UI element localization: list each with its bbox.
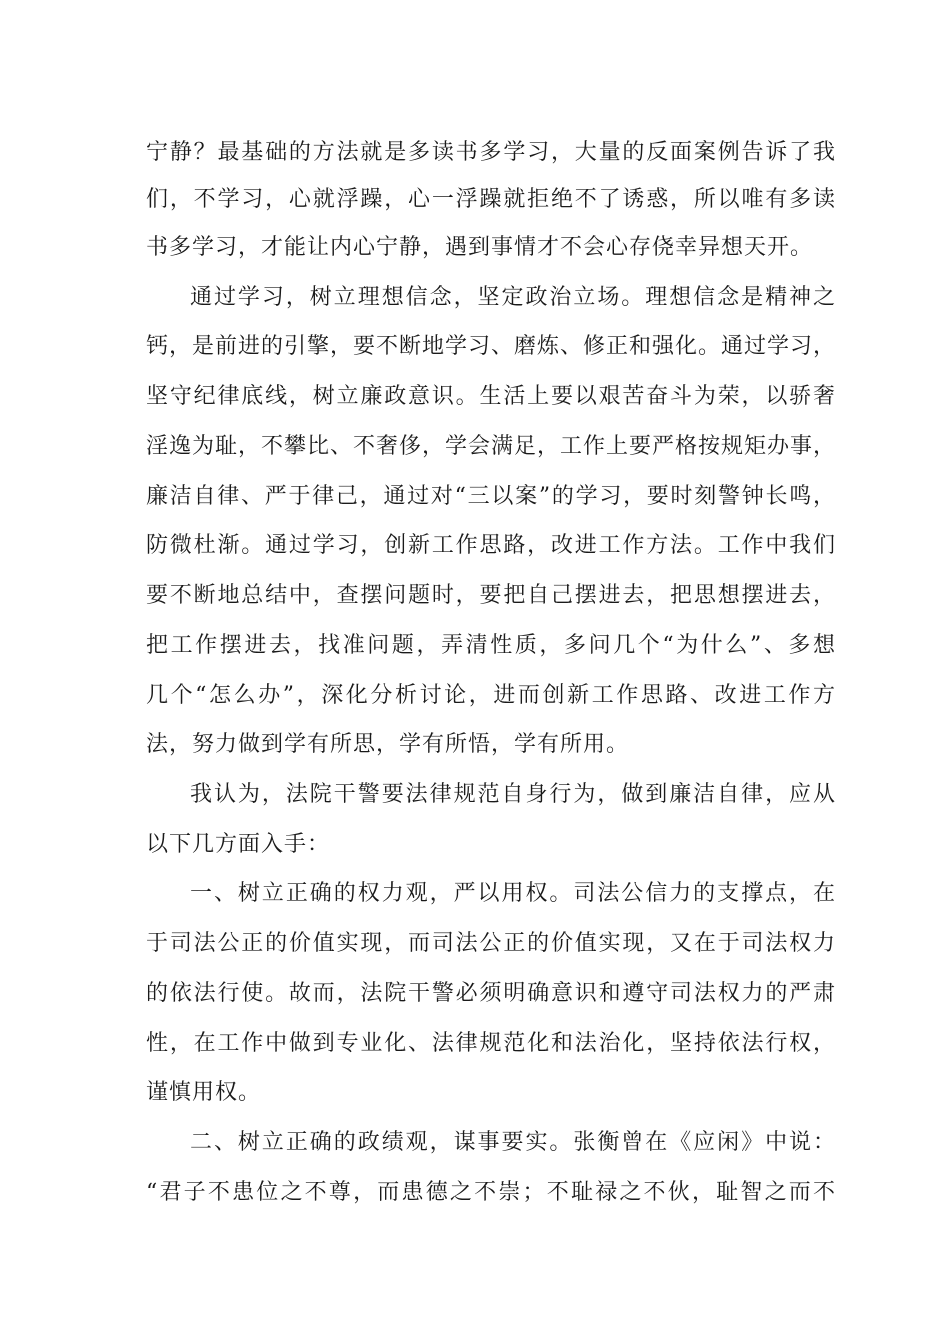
paragraph-first-line: 二、树立正确的政绩观，谋事要实。张衡曾在《应闲》中说： xyxy=(190,1130,836,1155)
paragraph-first-line: 通过学习，树立理想信念，坚定政治立场。理想信念是精神之 xyxy=(190,285,836,310)
text-line: 书多学习，才能让内心宁静，遇到事情才不会心存侥幸异想天开。 xyxy=(146,235,814,260)
text-line: 几个“怎么办”，深化分析讨论，进而创新工作思路、改进工作方 xyxy=(146,683,836,708)
text-line: 们，不学习，心就浮躁，心一浮躁就拒绝不了诱惑，所以唯有多读 xyxy=(146,187,836,212)
text-line: 谨慎用权。 xyxy=(146,1080,262,1105)
paragraph-first-line: 一、树立正确的权力观，严以用权。司法公信力的支撑点，在 xyxy=(190,881,836,906)
text-line: 性，在工作中做到专业化、法律规范化和法治化，坚持依法行权， xyxy=(146,1031,836,1056)
text-line: “君子不患位之不尊，而患德之不崇；不耻禄之不伙，耻智之而不 xyxy=(146,1180,836,1205)
text-line: 把工作摆进去，找准问题，弄清性质，多问几个“为什么”、多想 xyxy=(146,633,836,658)
text-line: 防微杜渐。通过学习，创新工作思路，改进工作方法。工作中我们 xyxy=(146,533,836,558)
text-line: 于司法公正的价值实现，而司法公正的价值实现，又在于司法权力 xyxy=(146,931,836,956)
text-line: 宁静？最基础的方法就是多读书多学习，大量的反面案例告诉了我 xyxy=(146,140,836,165)
text-line: 廉洁自律、严于律己，通过对“三以案”的学习，要时刻警钟长鸣， xyxy=(146,484,836,509)
paragraph-first-line: 我认为，法院干警要法律规范自身行为，做到廉洁自律，应从 xyxy=(190,782,836,807)
text-line: 的依法行使。故而，法院干警必须明确意识和遵守司法权力的严肃 xyxy=(146,981,836,1006)
text-line: 以下几方面入手： xyxy=(146,832,331,857)
text-line: 钙，是前进的引擎，要不断地学习、磨炼、修正和强化。通过学习， xyxy=(146,334,837,359)
text-line: 淫逸为耻，不攀比、不奢侈，学会满足，工作上要严格按规矩办事， xyxy=(146,434,837,459)
text-line: 坚守纪律底线，树立廉政意识。生活上要以艰苦奋斗为荣，以骄奢 xyxy=(146,384,836,409)
text-line: 要不断地总结中，查摆问题时，要把自己摆进去，把思想摆进去， xyxy=(146,583,836,608)
text-line: 法，努力做到学有所思，学有所悟，学有所用。 xyxy=(146,732,630,757)
